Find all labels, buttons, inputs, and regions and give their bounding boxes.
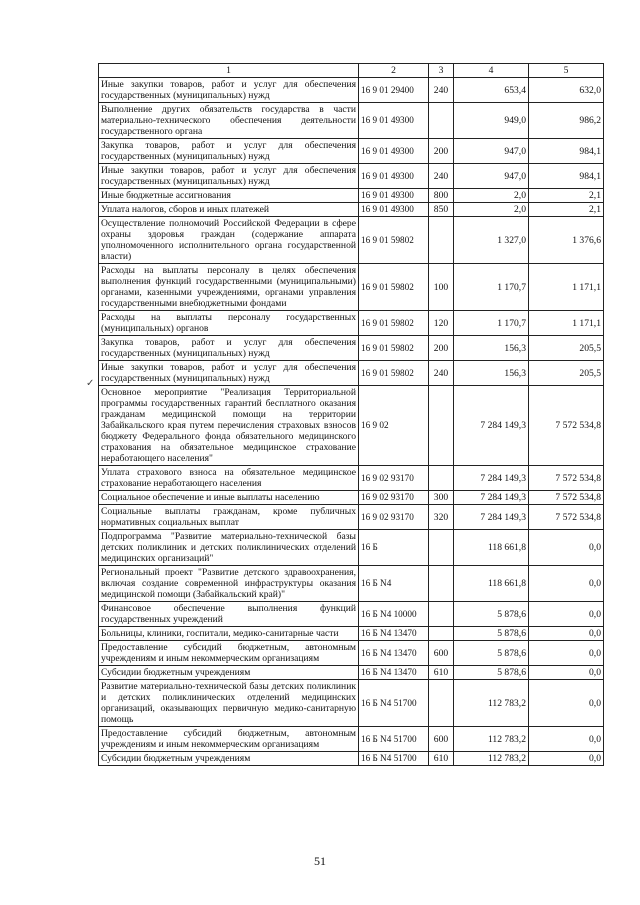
row-name: Подпрограмма "Развитие материально-технической базы детских поликлиник и детских поликлинических отделений медицинских организаций" [99,530,359,566]
row-value-col5: 1 376,6 [529,217,604,264]
row-code: 16 9 01 59802 [359,264,429,311]
row-value-col4: 7 284 149,3 [454,505,529,530]
row-value-col5: 0,0 [529,666,604,680]
row-name: Иные закупки товаров, работ и услуг для обеспечения государственных (муниципальных) нужд [99,164,359,189]
row-type: 240 [429,78,454,103]
row-code: 16 9 01 49300 [359,203,429,217]
row-name: Иные закупки товаров, работ и услуг для обеспечения государственных (муниципальных) нужд [99,78,359,103]
table-row [99,641,604,666]
row-code: 16 9 02 93170 [359,466,429,491]
row-type [429,217,454,264]
row-value-col5: 2,1 [529,189,604,203]
row-name: Уплата страхового взноса на обязательное медицинское страхование неработающего населения [99,466,359,491]
row-value-col4: 112 783,2 [454,680,529,727]
row-value-col5: 0,0 [529,641,604,666]
row-value-col4: 653,4 [454,78,529,103]
header-col-5: 5 [529,64,604,78]
table-row [99,627,604,641]
row-code: 16 Б N4 51700 [359,727,429,752]
row-value-col4: 5 878,6 [454,602,529,627]
row-name: Расходы на выплаты персоналу в целях обеспечения выполнения функций государственными (муниципальными) органами, казенными учреждениями, органами управления государственными внебюджетными фондами [99,264,359,311]
row-value-col5: 1 171,1 [529,311,604,336]
row-value-col5: 0,0 [529,602,604,627]
header-col-1: 1 [99,64,359,78]
table-row [99,566,604,602]
budget-table [98,63,604,766]
row-name: Расходы на выплаты персоналу государственных (муниципальных) органов [99,311,359,336]
row-type: 240 [429,164,454,189]
row-name: Развитие материально-технической базы детских поликлиник и детских поликлинических отделений медицинских организаций, оказывающих первичную медико-санитарную помощь [99,680,359,727]
row-type: 200 [429,336,454,361]
row-value-col5: 2,1 [529,203,604,217]
table-row [99,139,604,164]
row-code: 16 9 01 59802 [359,311,429,336]
row-value-col5: 0,0 [529,727,604,752]
row-type: 100 [429,264,454,311]
row-code: 16 9 01 59802 [359,217,429,264]
row-value-col4: 5 878,6 [454,627,529,641]
row-type: 200 [429,139,454,164]
row-value-col5: 205,5 [529,361,604,386]
row-value-col4: 5 878,6 [454,641,529,666]
row-value-col5: 7 572 534,8 [529,466,604,491]
row-type: 320 [429,505,454,530]
row-code: 16 9 01 49300 [359,189,429,203]
row-type [429,103,454,139]
table-row [99,189,604,203]
row-value-col5: 984,1 [529,164,604,189]
row-value-col4: 7 284 149,3 [454,491,529,505]
table-row [99,466,604,491]
row-value-col4: 156,3 [454,336,529,361]
row-name: Региональный проект "Развитие детского здравоохранения, включая создание современной инфраструктуры оказания медицинской помощи (Забайкальский край)" [99,566,359,602]
row-value-col4: 2,0 [454,203,529,217]
row-code: 16 9 01 59802 [359,336,429,361]
row-value-col5: 0,0 [529,680,604,727]
row-name: Субсидии бюджетным учреждениям [99,666,359,680]
row-code: 16 Б [359,530,429,566]
header-col-4: 4 [454,64,529,78]
row-name: Финансовое обеспечение выполнения функций государственных учреждений [99,602,359,627]
row-code: 16 9 01 49300 [359,164,429,189]
row-name: Выполнение других обязательств государства в части материально-технического обеспечения деятельности государственного органа [99,103,359,139]
row-code: 16 Б N4 13470 [359,627,429,641]
row-value-col4: 118 661,8 [454,530,529,566]
row-value-col5: 7 572 534,8 [529,505,604,530]
row-value-col5: 0,0 [529,627,604,641]
row-type: 850 [429,203,454,217]
table-row [99,311,604,336]
row-name: Предоставление субсидий бюджетным, автономным учреждениям и иным некоммерческим организациям [99,727,359,752]
table-row [99,164,604,189]
table-row [99,103,604,139]
row-code: 16 Б N4 13470 [359,666,429,680]
row-value-col5: 986,2 [529,103,604,139]
row-value-col4: 1 327,0 [454,217,529,264]
row-value-col4: 7 284 149,3 [454,466,529,491]
row-value-col5: 0,0 [529,752,604,766]
table-row [99,264,604,311]
row-type [429,566,454,602]
row-name: Иные бюджетные ассигнования [99,189,359,203]
row-code: 16 9 02 [359,386,429,466]
row-value-col4: 947,0 [454,139,529,164]
row-value-col5: 0,0 [529,530,604,566]
table-row [99,505,604,530]
table-row [99,752,604,766]
row-name: Предоставление субсидий бюджетным, автономным учреждениям и иным некоммерческим организациям [99,641,359,666]
header-col-2: 2 [359,64,429,78]
row-type [429,627,454,641]
row-code: 16 9 01 59802 [359,361,429,386]
row-code: 16 Б N4 10000 [359,602,429,627]
row-value-col5: 0,0 [529,566,604,602]
row-value-col4: 7 284 149,3 [454,386,529,466]
row-name: Иные закупки товаров, работ и услуг для обеспечения государственных (муниципальных) нужд [99,361,359,386]
row-code: 16 Б N4 51700 [359,680,429,727]
row-code: 16 9 01 49300 [359,139,429,164]
table-row [99,217,604,264]
page-number: 51 [314,854,326,868]
row-type: 300 [429,491,454,505]
row-type: 800 [429,189,454,203]
row-type: 240 [429,361,454,386]
table-row [99,491,604,505]
table-row [99,602,604,627]
table-row [99,203,604,217]
header-row [99,64,604,78]
table-row [99,361,604,386]
row-name: Закупка товаров, работ и услуг для обеспечения государственных (муниципальных) нужд [99,139,359,164]
table-row [99,666,604,680]
row-type: 610 [429,752,454,766]
table-row [99,680,604,727]
row-type: 600 [429,641,454,666]
row-value-col4: 156,3 [454,361,529,386]
row-value-col4: 2,0 [454,189,529,203]
row-code: 16 9 02 93170 [359,505,429,530]
row-type [429,530,454,566]
row-value-col4: 1 170,7 [454,311,529,336]
row-type: 600 [429,727,454,752]
row-value-col4: 947,0 [454,164,529,189]
row-code: 16 9 02 93170 [359,491,429,505]
row-value-col4: 118 661,8 [454,566,529,602]
row-value-col4: 5 878,6 [454,666,529,680]
row-value-col5: 984,1 [529,139,604,164]
row-code: 16 Б N4 13470 [359,641,429,666]
row-type [429,680,454,727]
row-value-col5: 1 171,1 [529,264,604,311]
row-value-col4: 112 783,2 [454,752,529,766]
row-code: 16 9 01 49300 [359,103,429,139]
scan-mark: ✓ [86,378,95,389]
row-type [429,386,454,466]
table-row [99,727,604,752]
row-value-col5: 7 572 534,8 [529,491,604,505]
row-value-col5: 632,0 [529,78,604,103]
row-value-col4: 112 783,2 [454,727,529,752]
table-row [99,386,604,466]
row-name: Осуществление полномочий Российской Федерации в сфере охраны здоровья граждан (содержание аппарата уполномоченного исполнительного органа государственной власти) [99,217,359,264]
row-value-col4: 949,0 [454,103,529,139]
row-name: Субсидии бюджетным учреждениям [99,752,359,766]
row-code: 16 9 01 29400 [359,78,429,103]
row-value-col5: 205,5 [529,336,604,361]
table-row [99,530,604,566]
row-name: Уплата налогов, сборов и иных платежей [99,203,359,217]
table-row [99,336,604,361]
row-code: 16 Б N4 51700 [359,752,429,766]
row-type: 610 [429,666,454,680]
row-name: Больницы, клиники, госпитали, медико-санитарные части [99,627,359,641]
row-type [429,602,454,627]
row-value-col4: 1 170,7 [454,264,529,311]
row-name: Социальное обеспечение и иные выплаты населению [99,491,359,505]
row-name: Основное мероприятие "Реализация Территориальной программы государственных гарантий бесплатного оказания гражданам медицинской помощи на территории Забайкальского края путем перечисления страховых взносов бюджету Федерального фонда обязательного медицинского страхования на обязательное медицинское страхование неработающего населения" [99,386,359,466]
row-name: Социальные выплаты гражданам, кроме публичных нормативных социальных выплат [99,505,359,530]
header-col-3: 3 [429,64,454,78]
row-type [429,466,454,491]
row-type: 120 [429,311,454,336]
row-value-col5: 7 572 534,8 [529,386,604,466]
row-code: 16 Б N4 [359,566,429,602]
table-row [99,78,604,103]
row-name: Закупка товаров, работ и услуг для обеспечения государственных (муниципальных) нужд [99,336,359,361]
